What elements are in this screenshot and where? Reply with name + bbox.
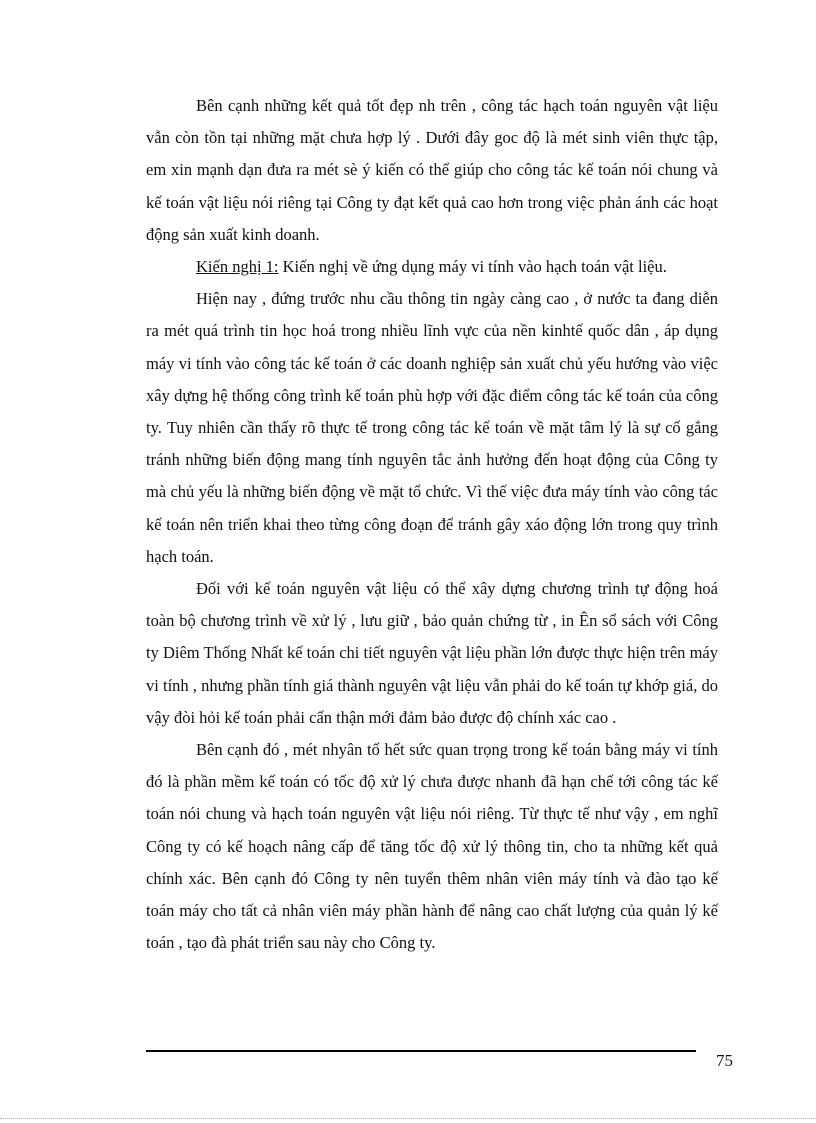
paragraph-material-accounting: Đối với kế toán nguyên vật liệu có thể xây dựng chương trình tự động hoá toàn bộ chương trình về xử lý , lưu giữ , bảo quản chứng từ , in Ên sổ sách với Công ty Diêm Thống Nhất kế toán chi tiết nguyên vật liệu phần lớn được thực hiện trên máy vi tính , nhưng phần tính giá thành nguyên vật liệu vẫn phải do kế toán tự khớp giá, do vậy đòi hỏi kế toán phải cẩn thận mới đảm bảo được độ chính xác cao .	[146, 579, 718, 727]
recommendation-label: Kiến nghị 1:	[196, 257, 279, 277]
paragraph-current-situation: Hiện nay , đứng trước nhu cầu thông tin ngày càng cao , ở nước ta đang diễn ra mét quá trình tin học hoá trong nhiều lĩnh vực của nền kinhtế quốc dân , áp dụng máy vi tính vào công tác kế toán ở các doanh nghiệp sản xuất chủ yếu hướng vào việc xây dựng hệ thống công trình kế toán phù hợp với đặc điểm công tác kế toán của công ty. Tuy nhiên cần thấy rõ thực tế trong công tác kế toán về mặt tâm lý là sự cố gắng tránh những biến động mang tính nguyên tắc ảnh hưởng đến hoạt động của Công ty mà chủ yếu là những biến động về mặt tổ chức. Vì thế việc đưa máy tính vào công tác kế toán nên triển khai theo từng công đoạn để tránh gây xáo động lớn trong quy trình hạch toán.	[146, 289, 718, 566]
paragraph-intro: Bên cạnh những kết quả tốt đẹp nh trên , công tác hạch toán nguyên vật liệu vẫn còn tồn tại những mặt chưa hợp lý . Dưới đây goc độ là mét sinh viên thực tập, em xin mạnh dạn đưa ra mét sè ý kiến có thể giúp cho công tác kế toán nói chung và kế toán vật liệu nói riêng tại Công ty đạt kết quả cao hơn trong việc phản ánh các hoạt động sản xuất kinh doanh.	[146, 96, 718, 244]
footer-divider	[146, 1050, 696, 1052]
paragraph-recommendation-1	[146, 251, 718, 283]
body-text	[146, 90, 718, 959]
recommendation-title: Kiến nghị về ứng dụng máy vi tính vào hạch toán vật liệu.	[278, 257, 667, 277]
paragraph-software: Bên cạnh đó , mét nhyân tố hết sức quan trọng trong kế toán bằng máy vi tính đó là phần mềm kế toán có tốc độ xử lý chưa được nhanh đã hạn chế tới công tác kế toán nói chung và hạch toán nguyên vật liệu nói riêng. Từ thực tế như vậy , em nghĩ Công ty có kế hoạch nâng cấp để tăng tốc độ xử lý thông tin, cho ta những kết quả chính xác. Bên cạnh đó Công ty nên tuyển thêm nhân viên máy tính và đào tạo kế toán máy cho tất cả nhân viên máy phần hành để nâng cao chất lượng của quản lý kế toán , tạo đà phát triển sau này cho Công ty.	[146, 740, 718, 953]
page-number: 75	[716, 1051, 733, 1070]
page-bottom-border	[0, 1118, 816, 1119]
